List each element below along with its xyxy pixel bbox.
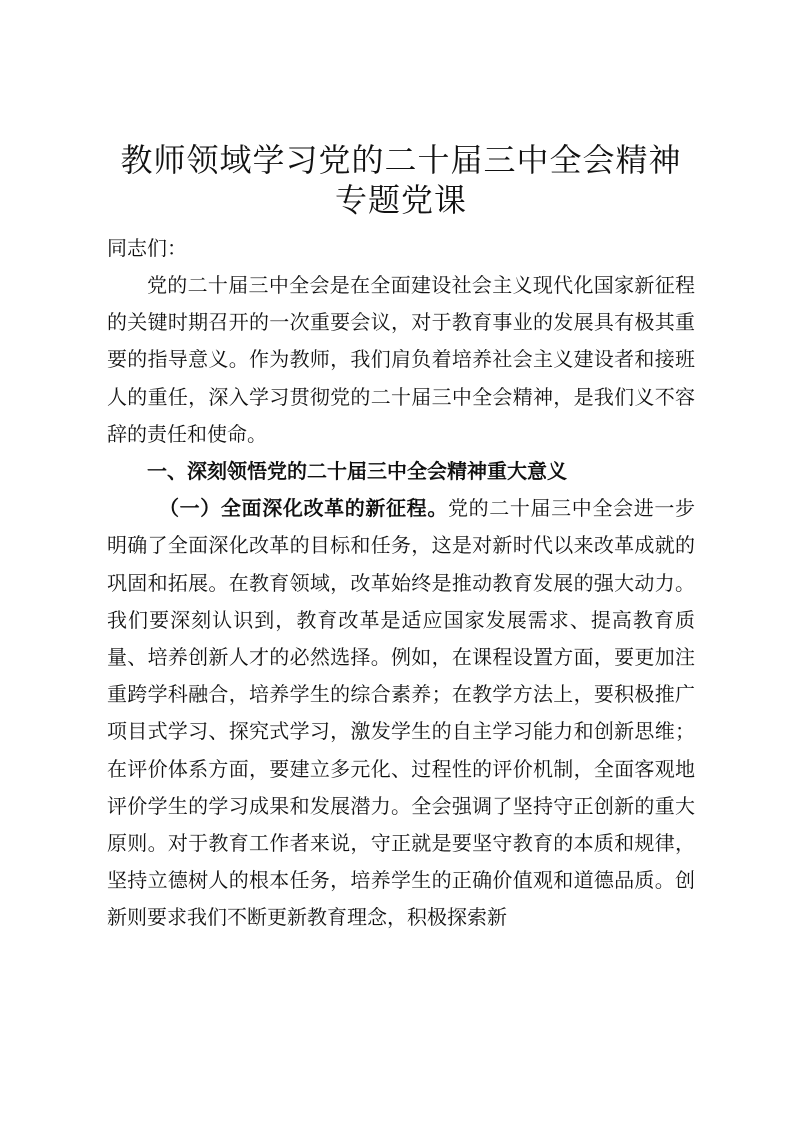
section-heading: 一、深刻领悟党的二十届三中全会精神重大意义 bbox=[147, 459, 567, 484]
document-title: 教师领域学习党的二十届三中全会精神专题党课 bbox=[120, 141, 682, 219]
subsection-lead: （一）全面深化改革的新征程。 bbox=[159, 496, 448, 521]
salutation: 同志们： bbox=[107, 236, 187, 260]
intro-paragraph: 党的二十届三中全会是在全面建设社会主义现代化国家新征程的关键时期召开的一次重要会议，对于教育事业的发展具有极其重要的指导意义。作为教师，我们肩负着培养社会主义建设者和接班人的重任，深入学习贯彻党的二十届三中全会精神，是我们义不容辞的责任和使命。 bbox=[107, 273, 695, 446]
document-page bbox=[107, 140, 695, 937]
subsection-paragraph bbox=[107, 490, 695, 936]
subsection-body: 党的二十届三中全会进一步明确了全面深化改革的目标和任务，这是对新时代以来改革成就的巩固和拓展。在教育领域，改革始终是推动教育发展的强大动力。我们要深刻认识到，教育改革是适应国家发展需求、提高教育质量、培养创新人才的必然选择。例如，在课程设置方面，要更加注重跨学科融合，培养学生的综合素养；在教学方法上，要积极推广项目式学习、探究式学习，激发学生的自主学习能力和创新思维；在评价体系方面，要建立多元化、过程性的评价机制，全面客观地评价学生的学习成果和发展潜力。全会强调了坚持守正创新的重大原则。对于教育工作者来说，守正就是要坚守教育的本质和规律，坚持立德树人的根本任务，培养学生的正确价值观和道德品质。创新则要求我们不断更新教育理念，积极探索新 bbox=[107, 496, 696, 930]
